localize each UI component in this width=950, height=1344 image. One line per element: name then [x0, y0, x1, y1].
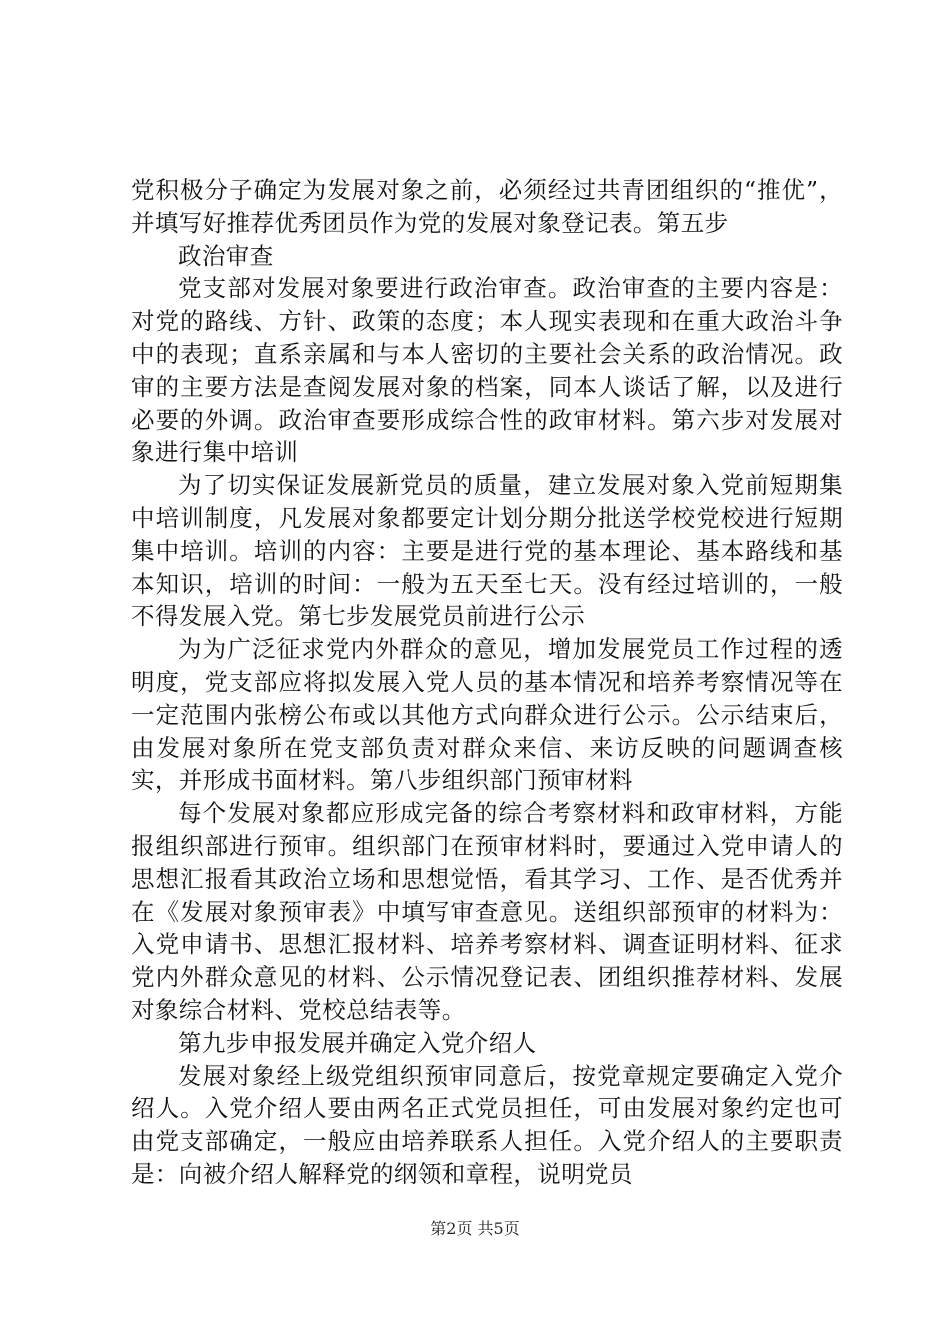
paragraph-3: 党支部对发展对象要进行政治审查。政治审查的主要内容是：对党的路线、方针、政策的态度；本人现实表现和在重大政治斗争中的表现；直系亲属和与本人密切的主要社会关系的政治情况。政审的主要方法是查阅发展对象的档案，同本人谈话了解，以及进行必要的外调。政治审查要形成综合性的政审材料。第六步对发展对象进行集中培训: [131, 274, 843, 467]
page-footer: [0, 1216, 950, 1239]
page-number-label: 第2页 共5页: [430, 1219, 520, 1238]
paragraph-6: 每个发展对象都应形成完备的综合考察材料和政审材料，方能报组织部进行预审。组织部门在预审材料时，要通过入党申请人的思想汇报看其政治立场和思想觉悟，看其学习、工作、是否优秀并在《发展对象预审表》中填写审查意见。送组织部预审的材料为：入党申请书、思想汇报材料、培养考察材料、调查证明材料、征求党内外群众意见的材料、公示情况登记表、团组织推荐材料、发展对象综合材料、党校总结表等。: [131, 799, 843, 1024]
paragraph-8: 发展对象经上级党组织预审同意后，按党章规定要确定入党介绍人。入党介绍人要由两名正式党员担任，可由发展对象约定也可由党支部确定，一般应由培养联系人担任。入党介绍人的主要职责是：向被介绍人解释党的纲领和章程，说明党员: [131, 1061, 843, 1188]
paragraph-4: 为了切实保证发展新党员的质量，建立发展对象入党前短期集中培训制度，凡发展对象都要定计划分期分批送学校党校进行短期集中培训。培训的内容：主要是进行党的基本理论、基本路线和基本知识，培训的时间：一般为五天至七天。没有经过培训的，一般不得发展入党。第七步发展党员前进行公示: [131, 471, 843, 631]
document-body: [131, 174, 843, 1191]
paragraph-7-heading: 第九步申报发展并确定入党介绍人: [178, 1028, 537, 1057]
paragraph-1: 党积极分子确定为发展对象之前，必须经过共青团组织的“推优”，并填写好推荐优秀团员作为党的发展对象登记表。第五步: [131, 176, 843, 237]
paragraph-5: 为为广泛征求党内外群众的意见，增加发展党员工作过程的透明度，党支部应将拟发展入党人员的基本情况和培养考察情况等在一定范围内张榜公布或以其他方式向群众进行公示。公示结束后，由发展对象所在党支部负责对群众来信、来访反映的问题调查核实，并形成书面材料。第八步组织部门预审材料: [131, 635, 843, 795]
paragraph-2-heading: 政治审查: [178, 241, 274, 270]
